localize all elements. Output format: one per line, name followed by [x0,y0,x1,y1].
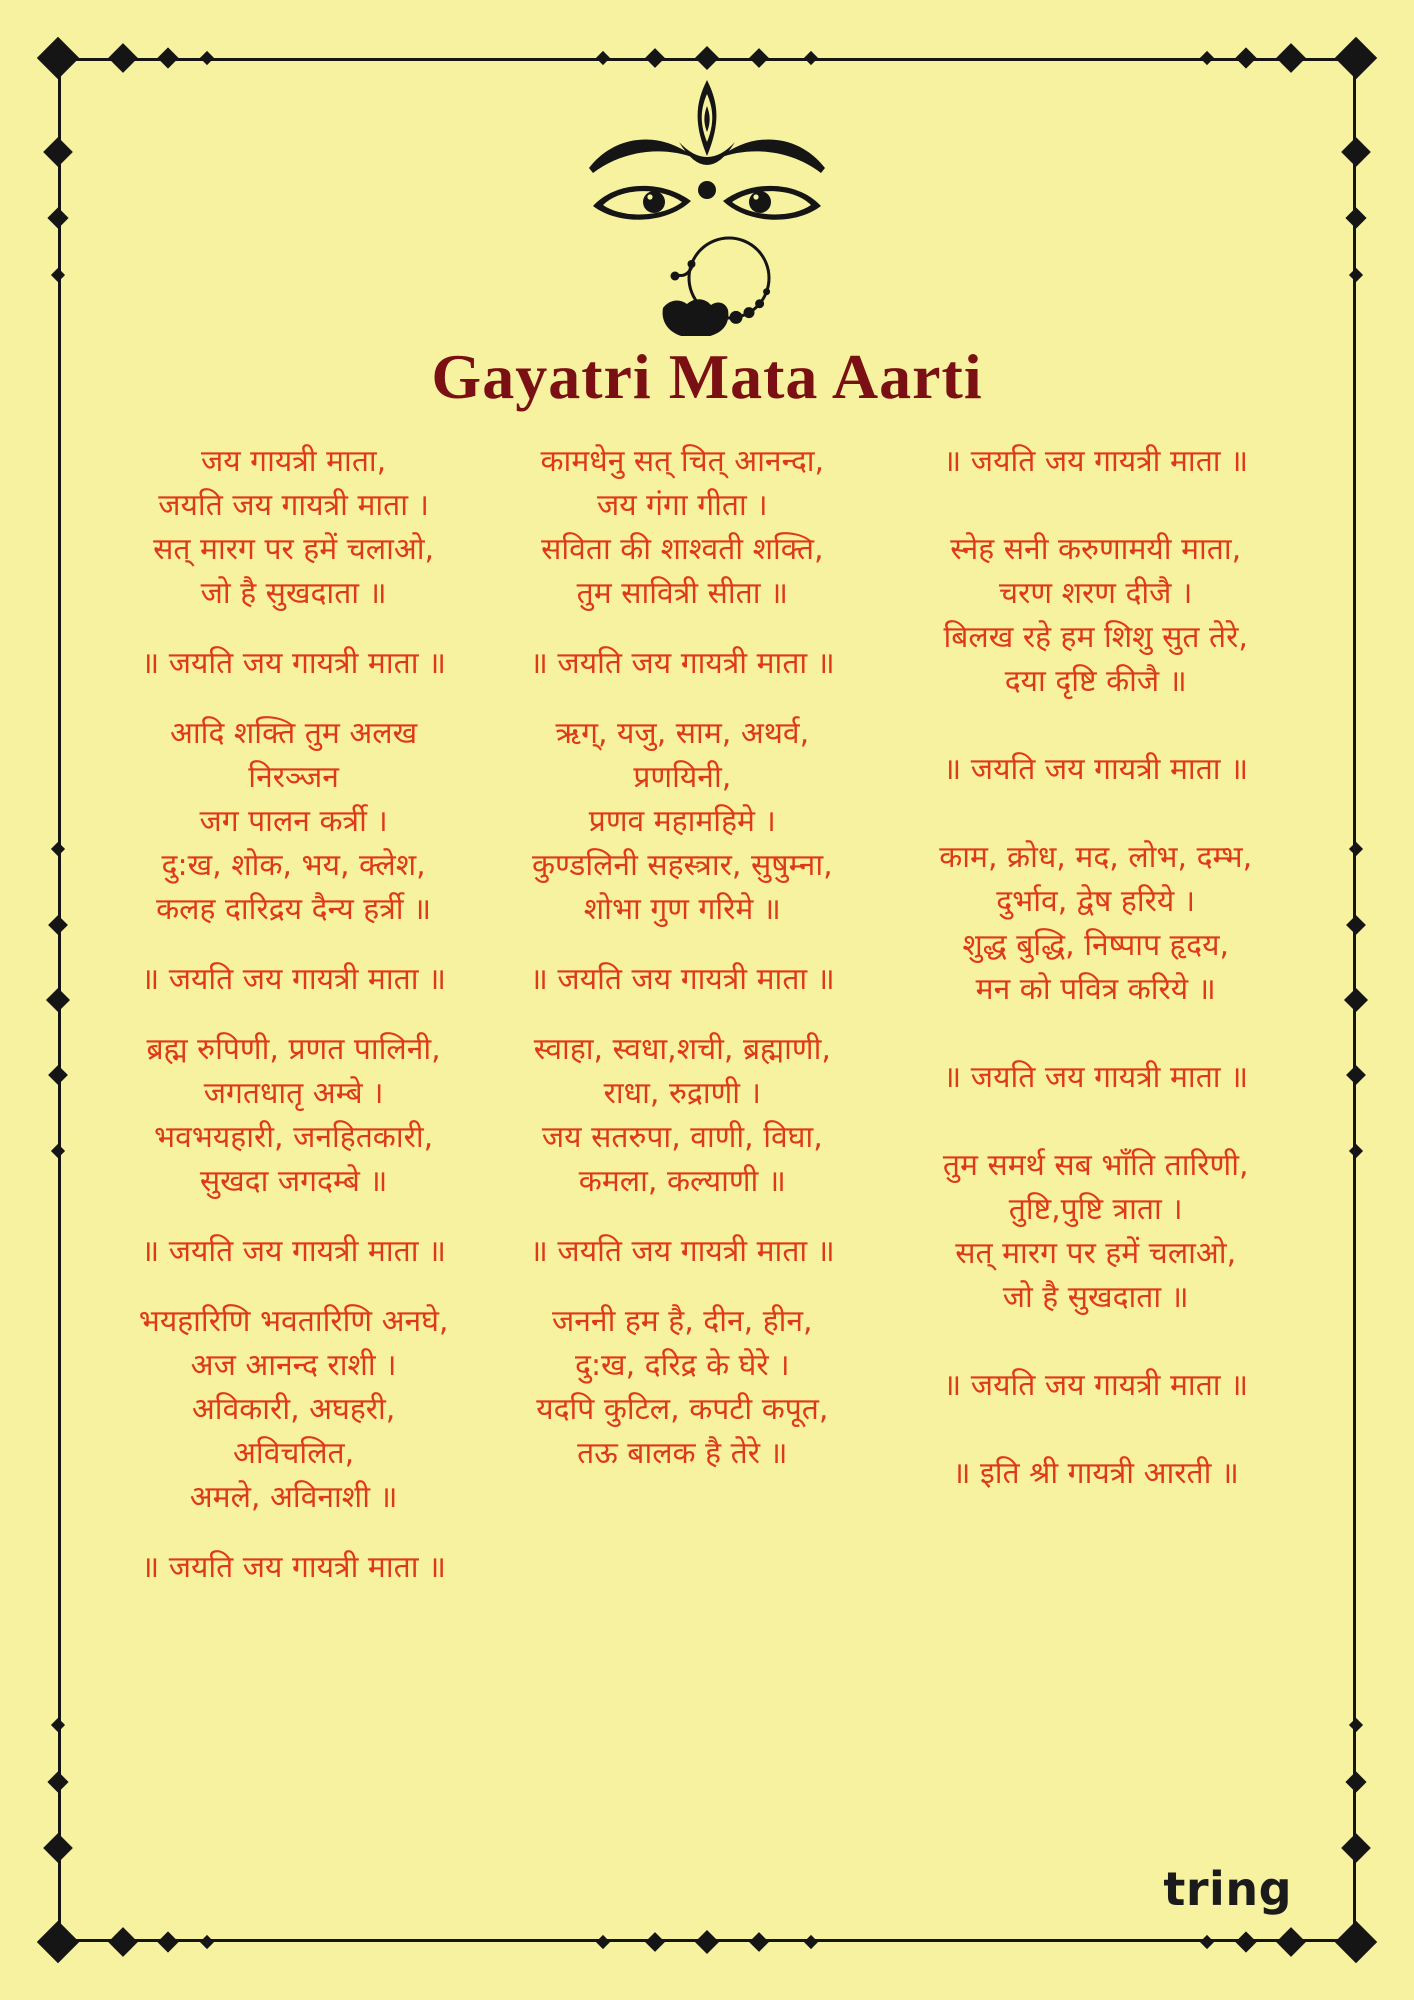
verse-line: कुण्डलिनी सहस्त्रार, सुषुम्ना, [531,848,833,883]
refrain-line [90,642,497,686]
verse-block [497,1028,867,1204]
verse-line: प्रणयिनी, [633,760,732,795]
verse-line: ॥ जयति जय गायत्री माता ॥ [141,962,446,997]
refrain-line [497,642,867,686]
verse-block [90,1300,497,1520]
diamond-ornament-icon [1346,1065,1366,1085]
verse-line: दु:ख, शोक, भय, क्लेश, [161,848,426,883]
verse-line: कमला, कल्याणी ॥ [578,1164,786,1199]
verse-line: भयहारिणि भवतारिणि अनघे, [138,1304,449,1339]
verse-line: शुद्ध बुद्धि, निष्पाप हृदय, [962,928,1230,963]
diamond-ornament-icon [48,1065,68,1085]
verse-line: ॥ जयति जय गायत्री माता ॥ [529,962,835,997]
diamond-ornament-icon [46,988,70,1012]
brand-logo: tring [1163,1862,1292,1916]
page-title: Gayatri Mata Aarti [431,341,983,412]
refrain-line [90,1546,497,1590]
verse-line: जय गायत्री माता, [200,444,387,479]
verse-line: ॥ जयति जय गायत्री माता ॥ [141,646,446,681]
verse-block [867,1144,1324,1320]
diamond-ornament-icon [48,915,68,935]
aarti-column-3 [867,440,1324,1616]
verse-line: ॥ इति श्री गायत्री आरती ॥ [952,1456,1239,1491]
verse-line: ॥ जयति जय गायत्री माता ॥ [943,1060,1249,1095]
diamond-ornament-icon [1349,842,1363,856]
verse-line: तुम सावित्री सीता ॥ [576,576,788,611]
verse-line: सविता की शाश्वती शक्ति, [541,532,824,567]
verse-line: कामधेनु सत् चित् आनन्दा, [540,444,825,479]
verse-block [867,528,1324,704]
verse-line: जय सतरुपा, वाणी, विघा, [541,1120,823,1155]
verse-line: ब्रह्म रुपिणी, प्रणत पालिनी, [146,1032,441,1067]
diamond-ornament-icon [51,1718,65,1732]
refrain-line [497,958,867,1002]
diamond-ornament-icon [51,842,65,856]
verse-line: जय गंगा गीता । [596,488,768,523]
refrain-line [867,1364,1324,1408]
verse-line: अविचलित, [233,1436,355,1471]
verse-line: जयति जय गायत्री माता । [158,488,429,523]
verse-line: ऋग्, यजु, साम, अथर्व, [555,716,810,751]
verse-block [90,1028,497,1204]
verse-line: ॥ जयति जय गायत्री माता ॥ [529,646,835,681]
verse-line: ॥ जयति जय गायत्री माता ॥ [943,1368,1249,1403]
refrain-line [867,440,1324,484]
verse-line: काम, क्रोध, मद, लोभ, दम्भ, [939,840,1253,875]
verse-line: जगतधातृ अम्बे । [203,1076,384,1111]
verse-line: ॥ जयति जय गायत्री माता ॥ [943,444,1249,479]
verse-line: अविकारी, अघहरी, [191,1392,396,1427]
refrain-line [497,1230,867,1274]
poster-content [72,62,1342,1938]
verse-line: तुष्टि,पुष्टि त्राता । [1008,1192,1183,1227]
verse-line: कलह दारिद्रय दैन्य हर्त्री ॥ [156,892,432,927]
closing-line [867,1452,1324,1496]
verse-line: दुर्भाव, द्वेष हरिये । [996,884,1196,919]
verse-line: ॥ जयति जय गायत्री माता ॥ [943,752,1249,787]
verse-line: तऊ बालक है तेरे ॥ [577,1436,788,1471]
verse-line: जो है सुखदाता ॥ [200,576,387,611]
diamond-ornament-icon [1349,1718,1363,1732]
verse-line: दया दृष्टि कीजै ॥ [1004,664,1187,699]
verse-line: आदि शक्ति तुम अलख [170,716,418,751]
refrain-line [867,1056,1324,1100]
verse-line: मन को पवित्र करिये ॥ [975,972,1216,1007]
verse-block [867,836,1324,1012]
verse-line: चरण शरण दीजै । [999,576,1193,611]
refrain-line [90,1230,497,1274]
verse-line: ॥ जयति जय गायत्री माता ॥ [141,1550,446,1585]
diamond-ornament-icon [43,137,73,167]
verse-line: सत् मारग पर हमें चलाओ, [153,532,435,567]
verse-line: सत् मारग पर हमें चलाओ, [955,1236,1237,1271]
diamond-ornament-icon [1341,137,1371,167]
verse-line: अमले, अविनाशी ॥ [189,1480,398,1515]
refrain-line [90,958,497,1002]
diamond-ornament-icon [1341,1833,1371,1863]
diamond-ornament-icon [1349,268,1363,282]
verse-line: राधा, रुद्राणी । [603,1076,761,1111]
diamond-ornament-icon [47,208,68,229]
verse-line: यदपि कुटिल, कपटी कपूत, [536,1392,829,1427]
verse-line: स्वाहा, स्वधा,शची, ब्रह्माणी, [533,1032,831,1067]
refrain-line [867,748,1324,792]
durga-face-icon [72,76,1342,336]
verse-block [90,712,497,932]
verse-line: प्रणव महामहिमे । [588,804,776,839]
verse-line: ॥ जयति जय गायत्री माता ॥ [141,1234,446,1269]
verse-block [497,440,867,616]
verse-line: जो है सुखदाता ॥ [1002,1280,1189,1315]
verse-line: निरञ्जन [248,760,339,795]
diamond-ornament-icon [1345,208,1366,229]
verse-line: शोभा गुण गरिमे ॥ [583,892,781,927]
verse-line: भवभयहारी, जनहितकारी, [154,1120,434,1155]
diamond-ornament-icon [1345,1771,1366,1792]
diamond-ornament-icon [43,1833,73,1863]
verse-line: दु:ख, दरिद्र के घेरे । [575,1348,790,1383]
diamond-ornament-icon [47,1771,68,1792]
aarti-column-1 [90,440,497,1616]
verse-line: सुखदा जगदम्बे ॥ [199,1164,388,1199]
verse-line: बिलख रहे हम शिशु सुत तेरे, [943,620,1248,655]
verse-line: अज आनन्द राशी । [190,1348,397,1383]
diamond-ornament-icon [1344,988,1368,1012]
verse-block [90,440,497,616]
diamond-ornament-icon [51,268,65,282]
verse-line: जग पालन कर्त्री । [199,804,388,839]
diamond-ornament-icon [1346,915,1366,935]
diamond-ornament-icon [1349,1144,1363,1158]
aarti-columns [90,440,1324,1616]
verse-line: जननी हम है, दीन, हीन, [552,1304,813,1339]
verse-line: स्नेह सनी करुणामयी माता, [950,532,1242,567]
verse-block [497,712,867,932]
verse-line: तुम समर्थ सब भाँति तारिणी, [942,1148,1249,1183]
diamond-ornament-icon [51,1144,65,1158]
aarti-column-2 [497,440,867,1616]
verse-line: ॥ जयति जय गायत्री माता ॥ [529,1234,835,1269]
verse-block [497,1300,867,1476]
